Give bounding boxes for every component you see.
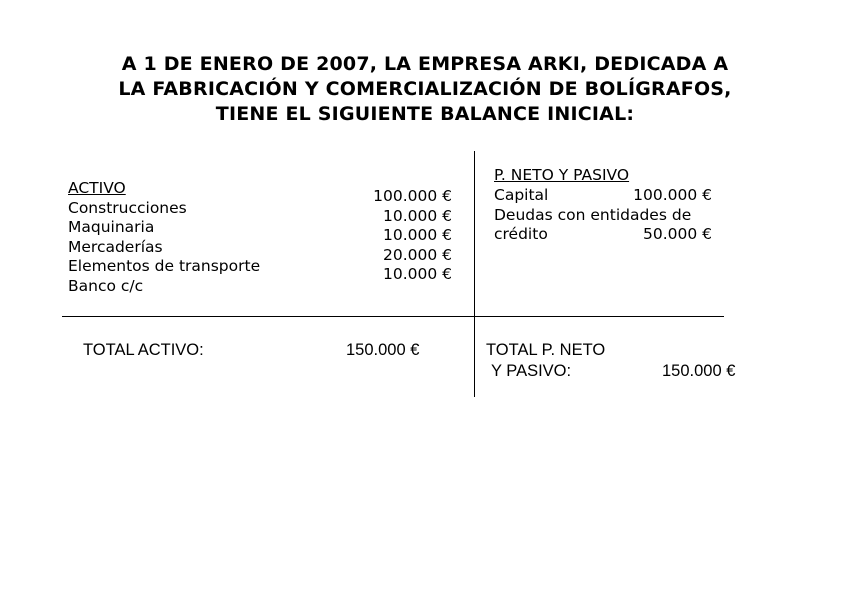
pasivo-capital-label: Capital: [494, 186, 549, 204]
total-pasivo-label-1: TOTAL P. NETO: [486, 341, 606, 359]
activo-item-value: 10.000 €: [382, 265, 452, 283]
pasivo-deudas-row-2: [494, 225, 712, 245]
pasivo-deudas-value: 50.000 €: [642, 225, 712, 243]
vertical-divider: [474, 151, 475, 397]
title-line-2: LA FABRICACIÓN Y COMERCIALIZACIÓN DE BOLÍGRAFOS,: [118, 78, 732, 100]
total-pasivo-value: 150.000 €: [662, 362, 736, 380]
activo-item-label: Mercaderías: [68, 237, 163, 256]
horizontal-divider: [62, 316, 724, 317]
pasivo-deudas-label-1: Deudas con entidades de: [494, 205, 692, 224]
activo-item-label: Construcciones: [68, 198, 187, 217]
activo-values: [330, 187, 452, 285]
activo-item-value: 10.000 €: [382, 226, 452, 244]
total-pasivo-label-2: Y PASIVO:: [491, 362, 572, 380]
activo-item-value: 20.000 €: [382, 245, 452, 264]
pasivo-heading: P. NETO Y PASIVO: [494, 166, 630, 184]
total-activo-label: TOTAL ACTIVO:: [83, 341, 204, 359]
page-title: [60, 52, 790, 127]
total-activo-value: 150.000 €: [346, 341, 420, 359]
pasivo-capital-value: 100.000 €: [633, 186, 712, 204]
activo-item-label: Maquinaria: [68, 218, 155, 236]
title-line-3: TIENE EL SIGUIENTE BALANCE INICIAL:: [215, 103, 635, 125]
pasivo-deudas-row-1: [494, 206, 712, 226]
pasivo-capital-row: [494, 186, 712, 206]
activo-item-label: Banco c/c: [68, 276, 144, 295]
activo-item-value: 100.000 €: [373, 187, 452, 205]
activo-item-value: 10.000 €: [382, 206, 452, 225]
activo-heading: ACTIVO: [68, 179, 126, 197]
title-line-1: A 1 DE ENERO DE 2007, LA EMPRESA ARKI, DEDICADA A: [121, 53, 729, 75]
activo-item-label: Elementos de transporte: [68, 257, 261, 275]
pasivo-deudas-label-2: crédito: [494, 225, 548, 243]
activo-labels: [68, 179, 260, 296]
